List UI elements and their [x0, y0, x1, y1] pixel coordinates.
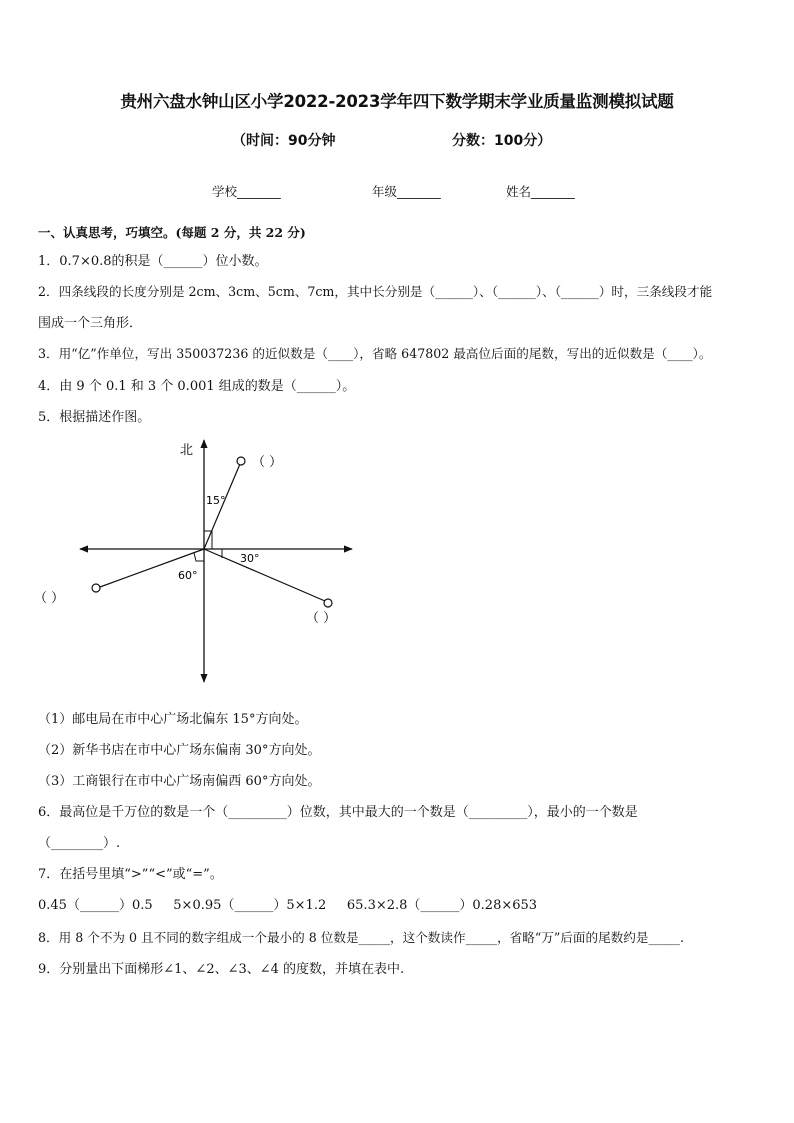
angle-label-60: 60° — [178, 569, 198, 582]
exam-score: 分数：100分） — [452, 133, 552, 149]
question-7-items: 0.45（______）0.5 5×0.95（______）5×1.2 65.3×2.8（______）0.28×653 — [38, 898, 538, 913]
school-field: 学校_______ — [212, 184, 281, 199]
name-field: 姓名_______ — [506, 184, 575, 199]
question-9: 9．分别量出下面梯形∠1、∠2、∠3、∠4 的度数，并填在表中. — [38, 962, 405, 977]
blank-post-office: （ ） — [252, 455, 283, 470]
point-bookstore — [324, 599, 332, 607]
question-2-line2: 围成一个三角形． — [38, 316, 143, 331]
question-6-line2: （________）. — [38, 836, 121, 851]
direction-diagram — [30, 430, 370, 690]
grade-field: 年级_______ — [372, 184, 441, 199]
question-5: 5．根据描述作图。 — [38, 410, 151, 425]
exam-time: （时间：90分钟 — [232, 133, 336, 149]
exam-title: 贵州六盘水钟山区小学2022-2023学年四下数学期末学业质量监测模拟试题 — [120, 92, 674, 111]
question-1: 1．0.7×0.8的积是（______）位小数。 — [38, 254, 268, 269]
question-7: 7．在括号里填“>”“<”或“=”。 — [38, 867, 223, 882]
point-post-office — [237, 457, 245, 465]
question-3: 3．用“亿”作单位，写出 350037236 的近似数是（____），省略 647802 最高位后面的尾数，写出的近似数是（____）。 — [38, 346, 712, 361]
question-4: 4．由 9 个 0.1 和 3 个 0.001 组成的数是（______）。 — [38, 379, 356, 394]
question-5-sub2: （2）新华书店在市中心广场东偏南 30°方向处。 — [38, 743, 321, 758]
angle-label-15: 15° — [206, 494, 226, 507]
blank-bank: （ ） — [34, 591, 65, 606]
point-bank — [92, 584, 100, 592]
blank-bookstore: （ ） — [306, 611, 337, 626]
angle-label-30: 30° — [240, 552, 260, 565]
angle-mark-sw — [194, 553, 204, 561]
question-8: 8．用 8 个不为 0 且不同的数字组成一个最小的 8 位数是_____，这个数读作_____，省略“万”后面的尾数约是_____. — [38, 930, 684, 945]
question-6-line1: 6．最高位是千万位的数是一个（_________）位数，其中最大的一个数是（_________），最小的一个数是 — [38, 805, 638, 820]
question-2-line1: 2．四条线段的长度分别是 2cm、3cm、5cm、7cm，其中长分别是（______）、（______）、（______）时，三条线段才能 — [38, 284, 713, 299]
question-5-sub1: （1）邮电局在市中心广场北偏东 15°方向处。 — [38, 712, 308, 727]
question-5-sub3: （3）工商银行在市中心广场南偏西 60°方向处。 — [38, 774, 321, 789]
section-heading: 一、认真思考，巧填空。(每题 2 分，共 22 分) — [38, 225, 306, 240]
north-label: 北 — [180, 443, 194, 458]
